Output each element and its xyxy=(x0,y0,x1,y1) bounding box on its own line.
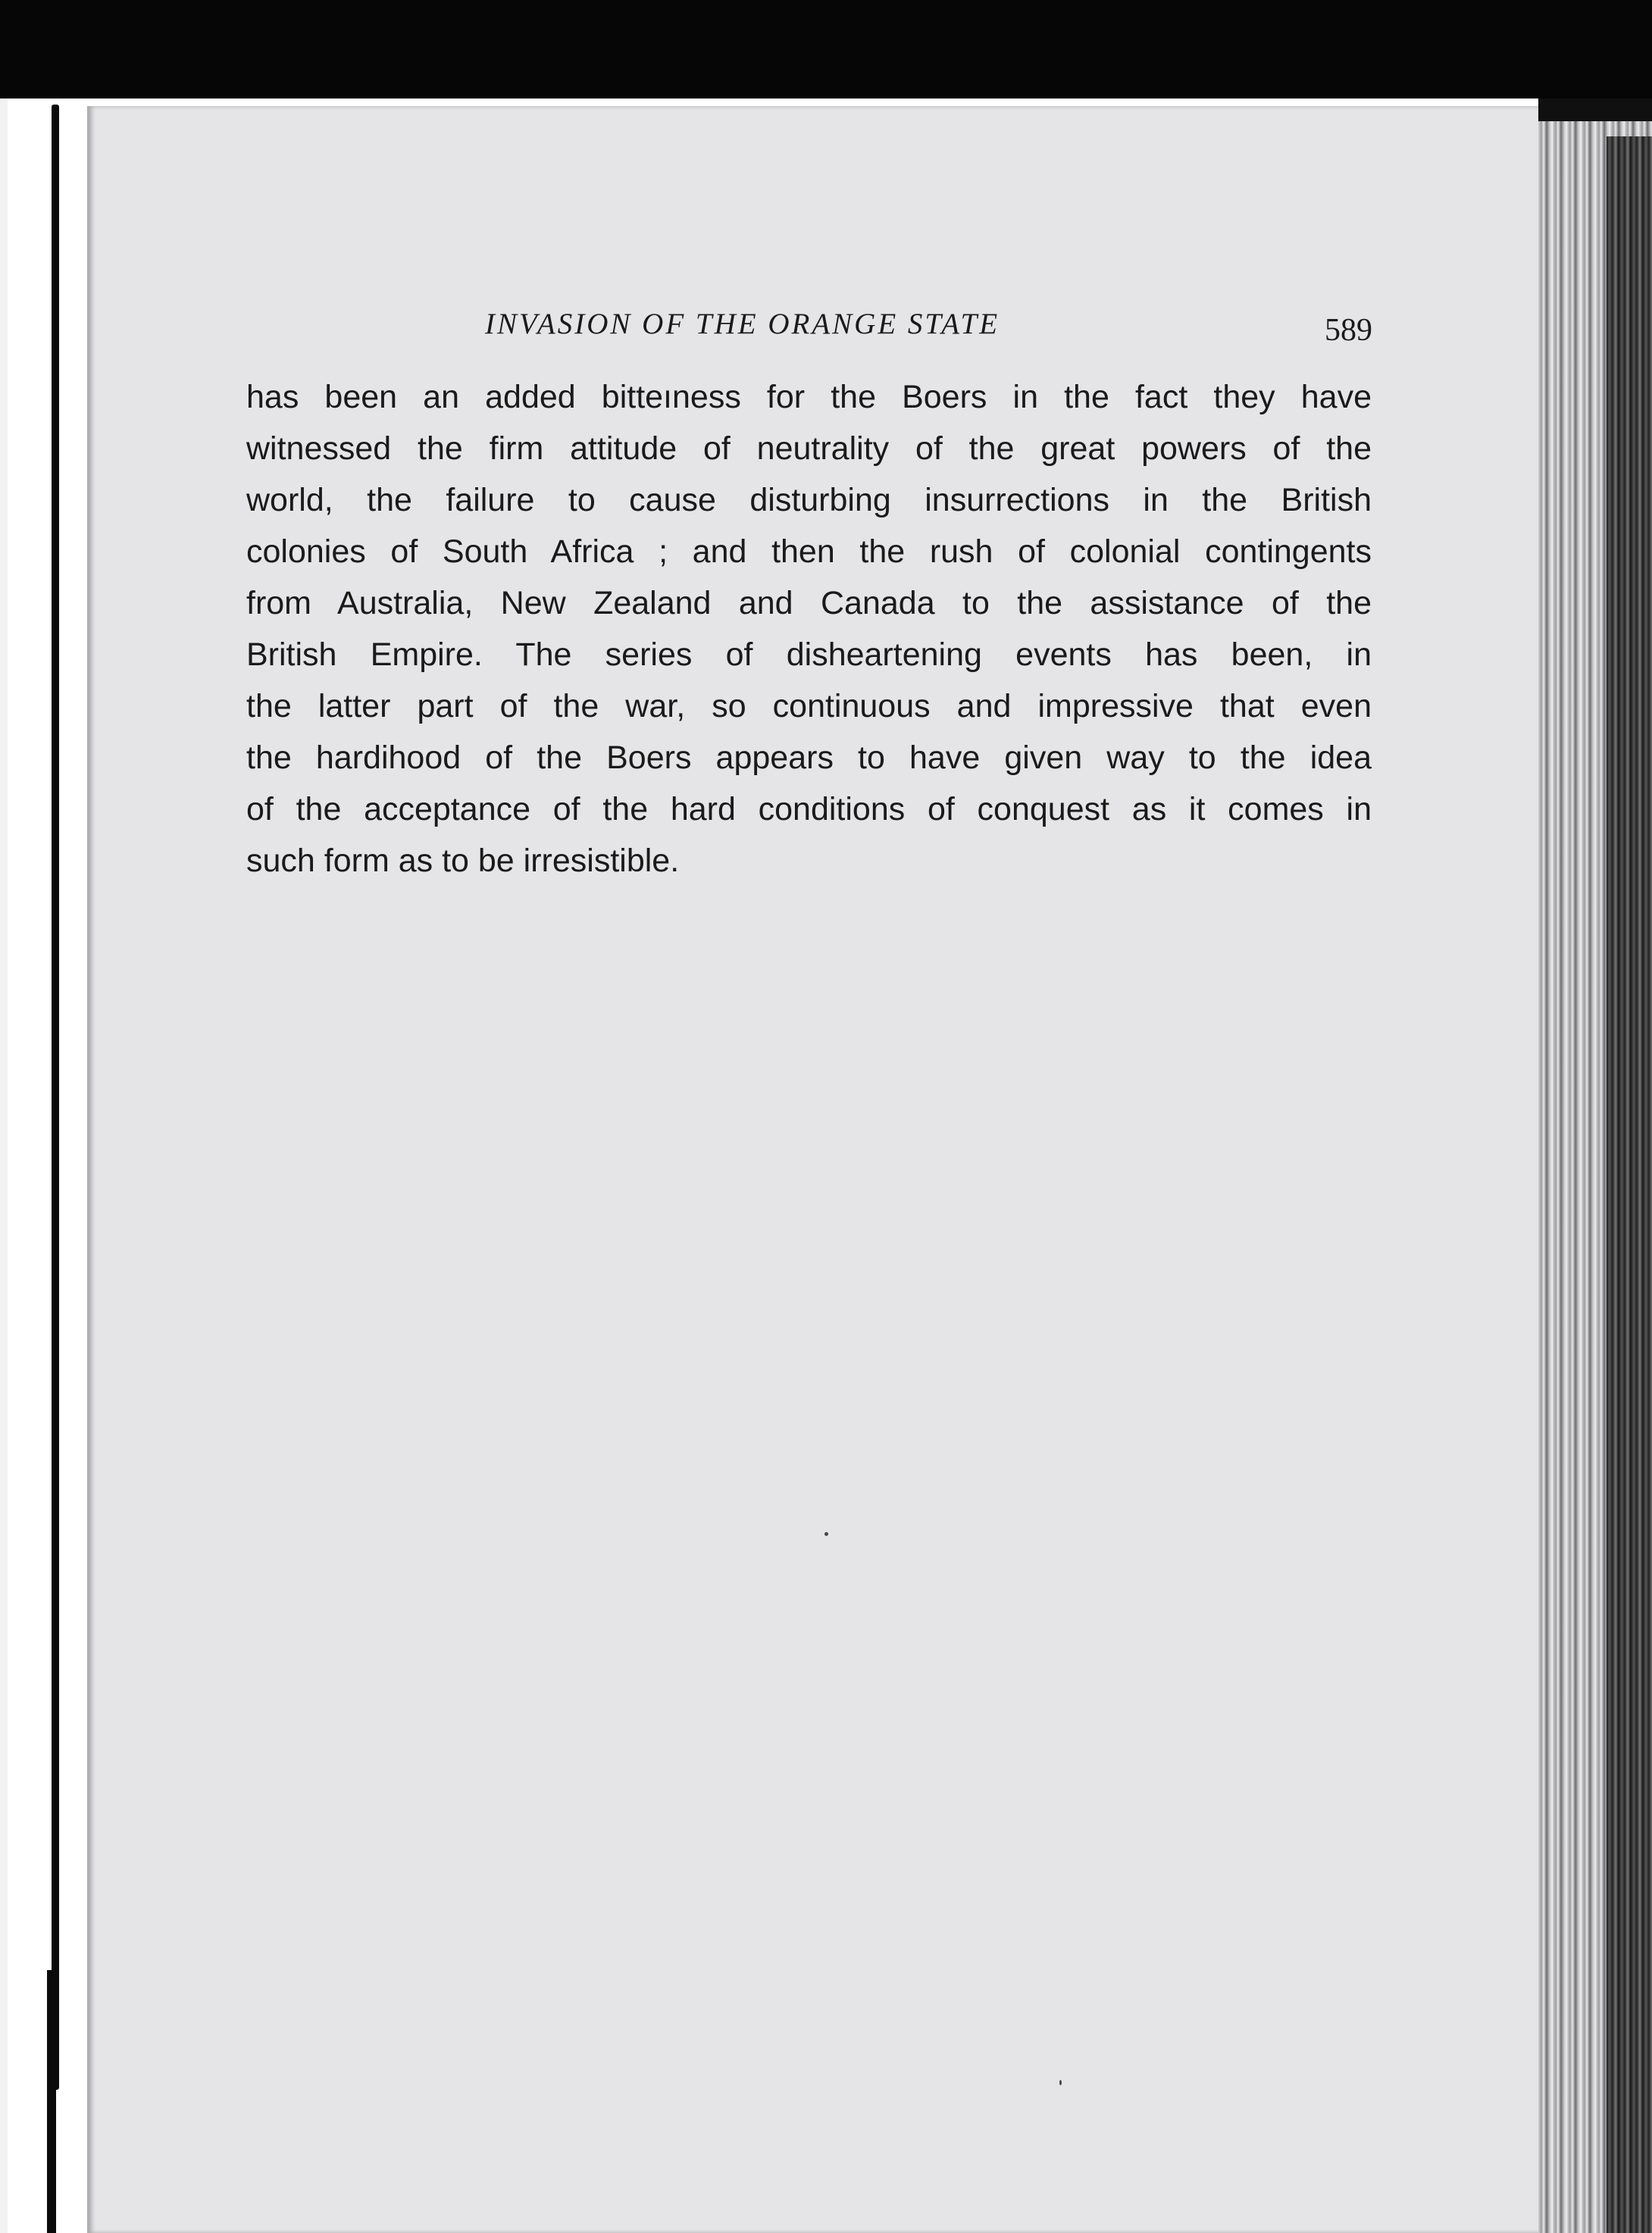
scan-speck xyxy=(1059,2080,1062,2085)
page-number: 589 xyxy=(1325,313,1372,348)
book-spine-gutter xyxy=(52,105,59,2090)
scan-speck xyxy=(824,1532,828,1536)
body-paragraph xyxy=(246,371,1372,887)
text-line: British Empire. The series of disheartening events has been, in xyxy=(246,636,1372,673)
facing-page-edge xyxy=(0,99,8,2233)
text-line: such form as to be irresistible. xyxy=(246,843,680,879)
running-head: INVASION OF THE ORANGE STATE xyxy=(485,308,1000,340)
text-line: the latter part of the war, so continuous and impressive that even xyxy=(246,688,1372,724)
text-line: from Australia, New Zealand and Canada to the assistance of the xyxy=(246,585,1372,621)
text-line: world, the failure to cause disturbing insurrections in the British xyxy=(246,482,1372,518)
text-line: colonies of South Africa ; and then the rush of colonial contingents xyxy=(246,533,1372,570)
text-line: witnessed the firm attitude of neutrality of the great powers of the xyxy=(246,430,1372,467)
facing-page-margin xyxy=(0,99,87,2233)
text-line: of the acceptance of the hard conditions of conquest as it comes in xyxy=(246,791,1372,827)
text-line: has been an added bitteıness for the Boers in the fact they have xyxy=(246,379,1372,415)
book-cover-edge xyxy=(1607,136,1652,2233)
book-spine-gutter-lower xyxy=(47,1970,56,2233)
text-line: the hardihood of the Boers appears to have given way to the idea xyxy=(246,740,1372,776)
scan-top-border xyxy=(0,0,1652,99)
